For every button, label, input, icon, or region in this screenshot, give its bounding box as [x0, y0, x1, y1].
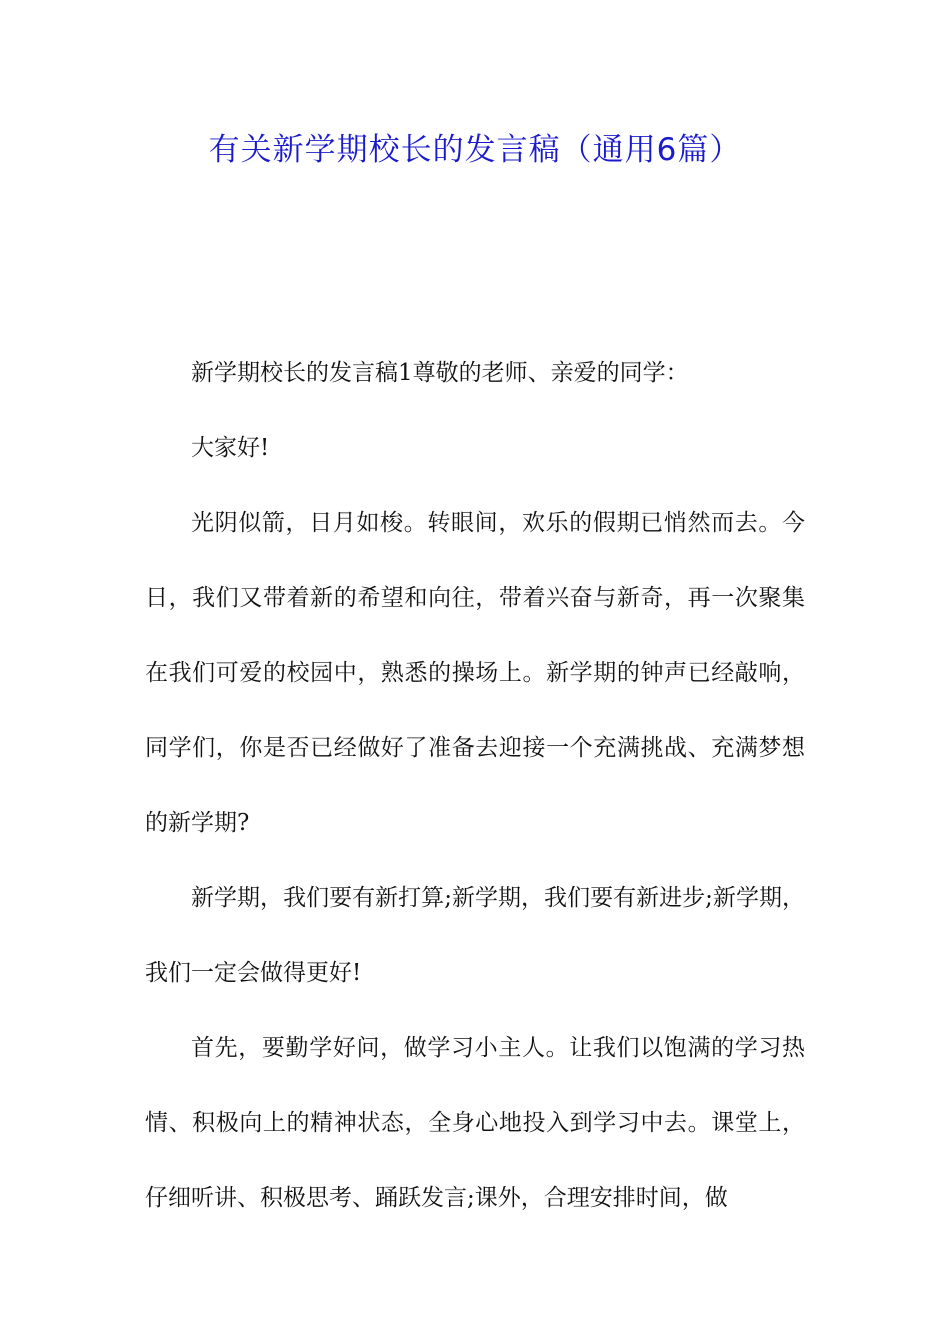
- paragraph-new-term: 新学期，我们要有新打算;新学期，我们要有新进步;新学期，我们一定会做得更好!: [145, 885, 805, 986]
- paragraph-greeting: 大家好!: [191, 435, 270, 461]
- document-title: 有关新学期校长的发言稿（通用6篇）: [208, 132, 742, 168]
- document-body: [145, 336, 805, 1236]
- paragraph-intro: 光阴似箭，日月如梭。转眼间，欢乐的假期已悄然而去。今日，我们又带着新的希望和向往，带着兴奋与新奇，再一次聚集在我们可爱的校园中，熟悉的操场上。新学期的钟声已经敲响，同学们，你是否已经做好了准备去迎接一个充满挑战、充满梦想的新学期?: [145, 510, 805, 836]
- paragraph-salutation: 新学期校长的发言稿1尊敬的老师、亲爱的同学：: [191, 360, 689, 386]
- paragraph-study: 首先，要勤学好问，做学习小主人。让我们以饱满的学习热情、积极向上的精神状态，全身心地投入到学习中去。课堂上，仔细听讲、积极思考、踊跃发言;课外，合理安排时间，做: [145, 1035, 805, 1211]
